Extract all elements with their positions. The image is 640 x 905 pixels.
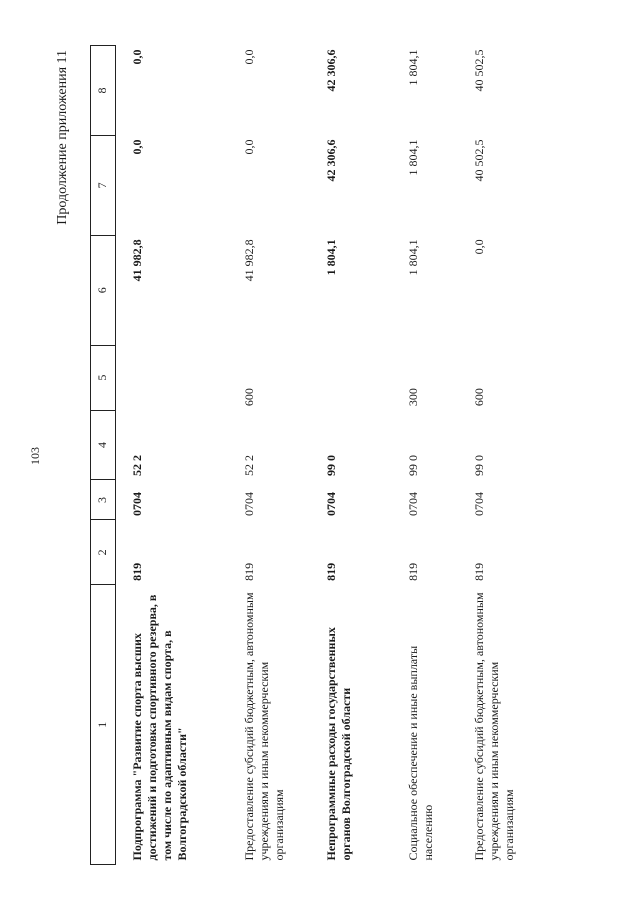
column-header: 3 [91,480,116,520]
section-code: 0704 [324,491,338,516]
section-code: 0704 [406,491,420,516]
amount-col8: 42 306,6 [324,49,338,92]
expense-type-code [116,345,229,410]
column-header: 2 [91,520,116,585]
column-header: 6 [91,235,116,345]
amount-col8: 0,0 [242,49,256,65]
expense-type-code: 300 [406,388,420,407]
expense-name: Предоставление субсидий бюджетным, автономным учреждениям и иным некоммерческим организациям [242,592,286,861]
target-article-code: 52 2 [130,454,144,476]
target-article-code: 52 2 [242,454,256,476]
amount-col7: 42 306,6 [324,139,338,182]
amount-col7: 40 502,5 [472,139,486,182]
expense-type-code: 600 [242,388,256,407]
ministry-code: 819 [130,562,144,581]
table-header-row [91,46,116,865]
section-code: 0704 [242,491,256,516]
column-header: 7 [91,135,116,235]
ministry-code: 819 [242,562,256,581]
amount-col8: 1 804,1 [406,49,420,86]
table-row [116,46,229,865]
target-article-code: 99 0 [324,454,338,476]
ministry-code: 819 [324,562,338,581]
expense-name: Предоставление субсидий бюджетным, автономным учреждениям и иным некоммерческим организациям [472,592,516,861]
target-article-code: 99 0 [406,454,420,476]
expense-type-code: 600 [472,388,486,407]
amount-col6: 41 982,8 [130,239,144,282]
table-row [310,46,392,865]
ministry-code: 819 [406,562,420,581]
table-row [458,46,528,865]
table-row [392,46,458,865]
amount-col6: 1 804,1 [406,239,420,276]
continuation-label: Продолжение приложения 11 [55,50,70,225]
column-header: 1 [91,585,116,865]
expense-type-code [310,345,392,410]
column-header: 4 [91,410,116,480]
amount-col7: 1 804,1 [406,139,420,176]
section-code: 0704 [472,491,486,516]
section-code: 0704 [130,491,144,516]
table-row [228,46,310,865]
budget-table [90,45,528,865]
amount-col7: 0,0 [242,139,256,155]
amount-col7: 0,0 [130,139,144,155]
expense-name: Социальное обеспечение и иные выплаты населению [406,645,435,861]
amount-col8: 40 502,5 [472,49,486,92]
column-header: 5 [91,345,116,410]
amount-col6: 0,0 [472,239,486,255]
amount-col6: 41 982,8 [242,239,256,282]
expense-name: Подпрограмма "Развитие спорта высших достижений и подготовка спортивного резерва, в том числе по адаптивным видам спорта, в Волгоградской области" [130,594,189,861]
ministry-code: 819 [472,562,486,581]
target-article-code: 99 0 [472,454,486,476]
page-number: 103 [28,447,42,465]
column-header: 8 [91,46,116,136]
amount-col8: 0,0 [130,49,144,65]
amount-col6: 1 804,1 [324,239,338,276]
expense-name: Непрограммные расходы государственных органов Волгоградской области [324,627,353,861]
